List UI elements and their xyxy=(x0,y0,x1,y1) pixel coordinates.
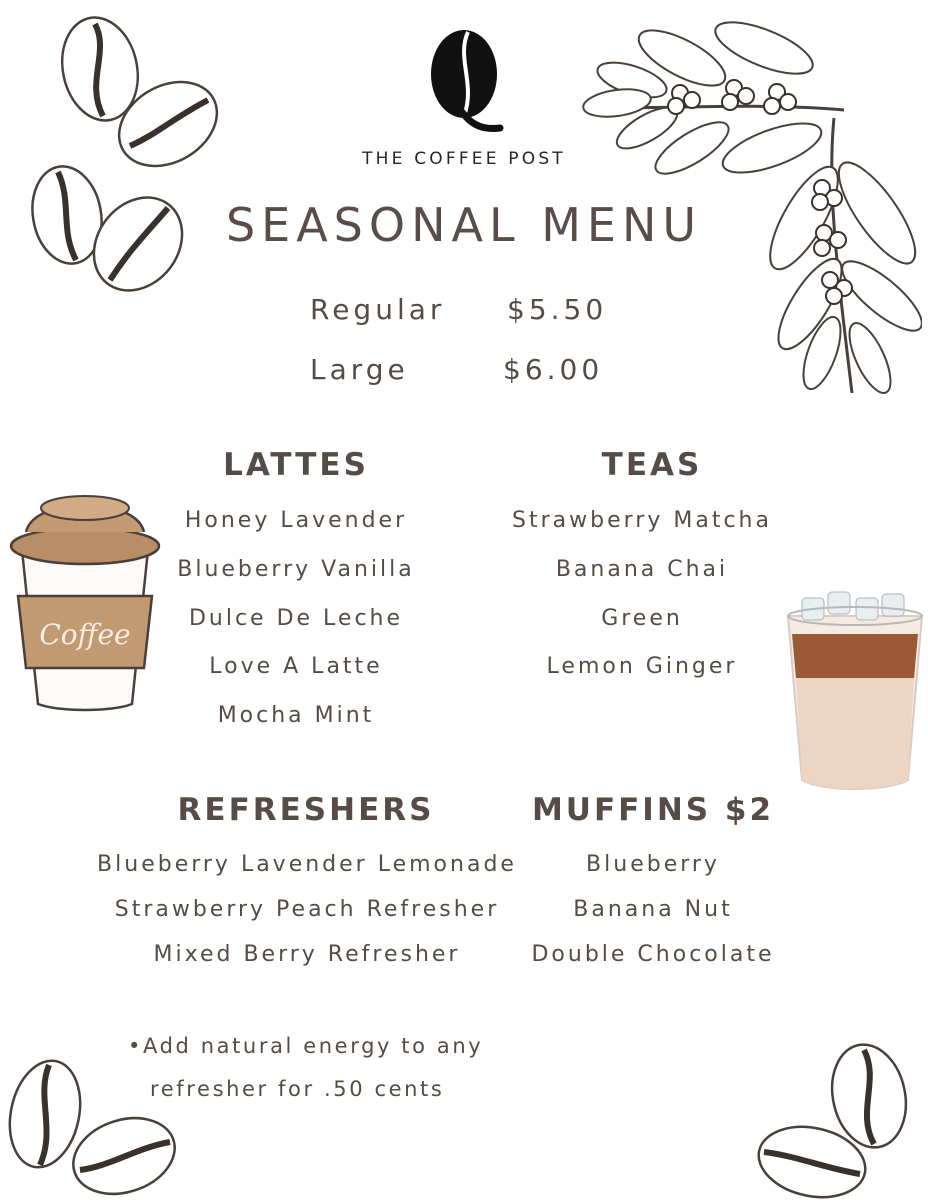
lattes-heading: LATTES xyxy=(223,447,369,483)
regular-size-price: $5.50 xyxy=(507,293,608,326)
list-item: Banana Chai xyxy=(555,557,729,582)
menu-title: SEASONAL MENU xyxy=(225,198,703,252)
list-item: Blueberry Vanilla xyxy=(177,557,415,582)
list-item: Double Chocolate xyxy=(531,942,775,967)
refreshers-heading: REFRESHERS xyxy=(177,792,435,828)
energy-note-line-1: •Add natural energy to any xyxy=(128,1034,484,1058)
energy-note-line-2: refresher for .50 cents xyxy=(150,1077,445,1101)
list-item: Mixed Berry Refresher xyxy=(153,942,461,967)
regular-size-label: Regular xyxy=(310,293,446,326)
coffee-cup-icon xyxy=(8,484,162,714)
iced-latte-icon xyxy=(782,590,928,794)
coffee-bean-icon xyxy=(752,1118,872,1200)
list-item: Love A Latte xyxy=(209,654,383,679)
large-size-price: $6.00 xyxy=(503,353,604,386)
list-item: Blueberry Lavender Lemonade xyxy=(97,852,517,877)
cup-sleeve-label: Coffee xyxy=(39,618,131,651)
list-item: Strawberry Peach Refresher xyxy=(114,897,500,922)
teas-heading: TEAS xyxy=(601,447,703,483)
list-item: Lemon Ginger xyxy=(546,654,738,679)
list-item: Mocha Mint xyxy=(217,703,375,728)
coffee-post-logo xyxy=(428,28,504,136)
list-item: Green xyxy=(601,606,683,631)
coffee-bean-icon xyxy=(66,1108,182,1200)
brand-name: THE COFFEE POST xyxy=(362,149,566,169)
list-item: Honey Lavender xyxy=(184,508,408,533)
list-item: Dulce De Leche xyxy=(188,606,404,631)
list-item: Banana Nut xyxy=(573,897,733,922)
muffins-heading: MUFFINS $2 xyxy=(531,792,775,828)
list-item: Strawberry Matcha xyxy=(512,508,772,533)
large-size-label: Large xyxy=(310,353,409,386)
list-item: Blueberry xyxy=(586,852,720,877)
